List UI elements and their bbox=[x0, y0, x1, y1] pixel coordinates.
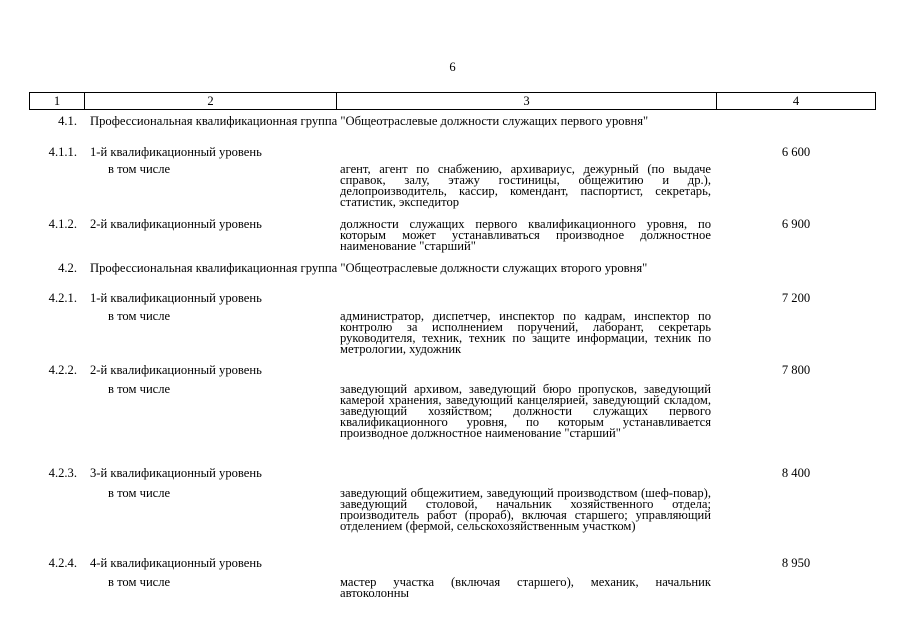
level-name: 1-й квалификационный уровень bbox=[90, 145, 262, 159]
level-number: 4.2.4. bbox=[48, 556, 77, 570]
header-col-2: 2 bbox=[85, 93, 337, 109]
level-name: 2-й квалификационный уровень bbox=[90, 217, 262, 231]
level-salary: 7 800 bbox=[781, 363, 811, 377]
level-salary: 8 950 bbox=[781, 556, 811, 570]
level-name: 3-й квалификационный уровень bbox=[90, 466, 262, 480]
level-salary: 6 600 bbox=[781, 145, 811, 159]
positions-list: заведующий общежитием, заведующий производством (шеф-повар), заведующий столовой, начальник хозяйственного отдела; производитель работ (прораб), включая старшего; управляющий отделением (фермой, сельскохозяйственным участком) bbox=[340, 486, 711, 533]
positions-list: должности служащих первого квалификационного уровня, по которым может устанавливаться производное должностное наименование "старший" bbox=[340, 217, 711, 253]
level-name: 2-й квалификационный уровень bbox=[90, 363, 262, 377]
group-number: 4.1. bbox=[58, 114, 77, 128]
level-number: 4.1.2. bbox=[48, 217, 77, 231]
level-number: 4.2.2. bbox=[48, 363, 77, 377]
including-label: в том числе bbox=[108, 309, 171, 323]
level-number: 4.2.1. bbox=[48, 291, 77, 305]
page-number: 6 bbox=[449, 60, 456, 74]
including-label: в том числе bbox=[108, 575, 171, 589]
positions-list: заведующий архивом, заведующий бюро пропусков, заведующий камерой хранения, заведующий канцелярией, заведующий складом, заведующий хозяйством; должности служащих первого квалификационного уровня, по которым устанавливается производное должностное наименование "старший" bbox=[340, 382, 711, 440]
level-salary: 8 400 bbox=[781, 466, 811, 480]
group-title: Профессиональная квалификационная группа "Общеотраслевые должности служащих первого уровня" bbox=[90, 114, 649, 128]
group-title: Профессиональная квалификационная группа "Общеотраслевые должности служащих второго уровня" bbox=[90, 261, 648, 275]
level-number: 4.2.3. bbox=[48, 466, 77, 480]
header-col-1: 1 bbox=[30, 93, 85, 109]
header-col-4: 4 bbox=[792, 94, 800, 108]
level-name: 4-й квалификационный уровень bbox=[90, 556, 262, 570]
level-number: 4.1.1. bbox=[48, 145, 77, 159]
including-label: в том числе bbox=[108, 486, 171, 500]
including-label: в том числе bbox=[108, 382, 171, 396]
positions-list: администратор, диспетчер, инспектор по кадрам, инспектор по контролю за исполнением поручений, лаборант, секретарь руководителя, техник, техник по защите информации, техник по метрологии, художник bbox=[340, 309, 711, 356]
positions-list: мастер участка (включая старшего), механик, начальник автоколонны bbox=[340, 575, 711, 600]
positions-list: агент, агент по снабжению, архивариус, дежурный (по выдаче справок, залу, этажу гостиницы, общежитию и др.), делопроизводитель, кассир, комендант, паспортист, секретарь, статистик, экспедитор bbox=[340, 162, 711, 209]
table-header-row bbox=[29, 92, 876, 110]
header-col-3: 3 bbox=[337, 93, 717, 109]
including-label: в том числе bbox=[108, 162, 171, 176]
level-salary: 7 200 bbox=[781, 291, 811, 305]
level-salary: 6 900 bbox=[781, 217, 811, 231]
group-number: 4.2. bbox=[58, 261, 77, 275]
level-name: 1-й квалификационный уровень bbox=[90, 291, 262, 305]
